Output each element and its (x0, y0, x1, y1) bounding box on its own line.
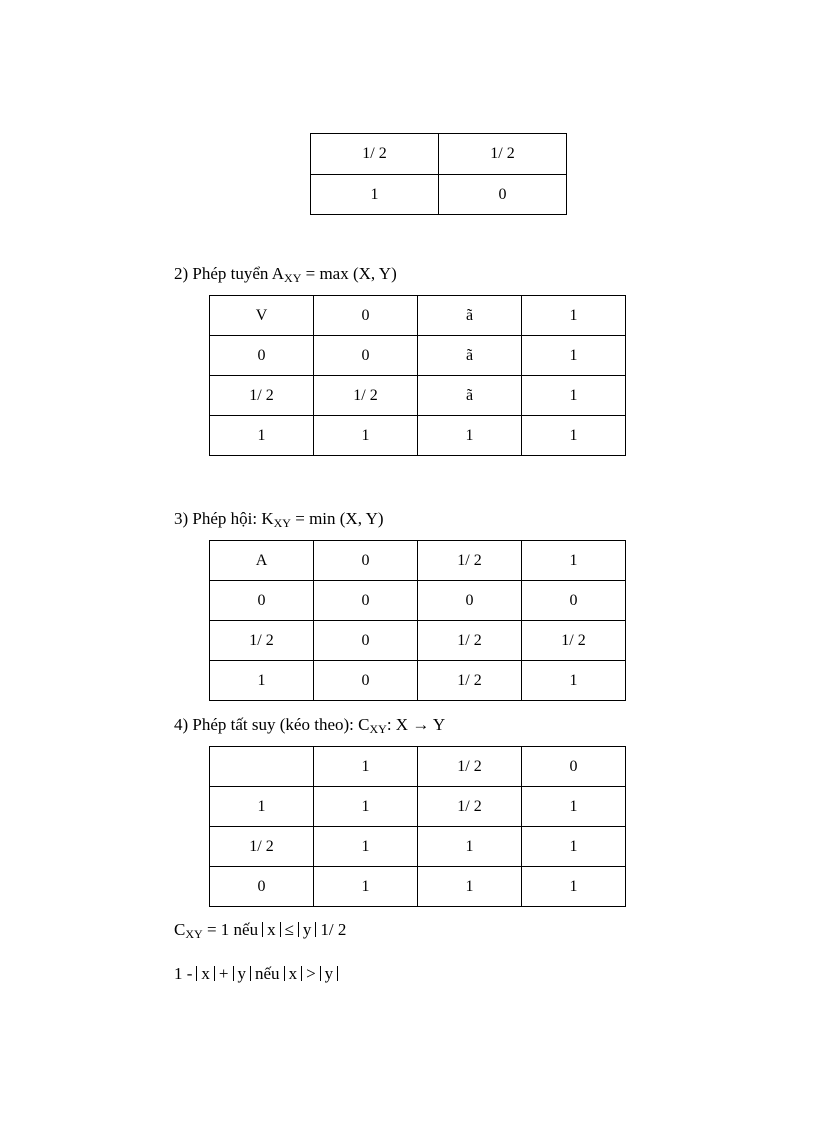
table-cell: 1/ 2 (418, 541, 522, 581)
table-row (210, 376, 626, 416)
table-cell: 1 (314, 787, 418, 827)
truth-table-conjunction (209, 540, 626, 701)
formula-line-1 (174, 920, 346, 942)
section-heading-disjunction (174, 264, 397, 286)
table-row (210, 747, 626, 787)
heading-text: = min (X, Y) (290, 509, 384, 528)
formula-text: > (306, 964, 316, 983)
table-body (311, 134, 567, 215)
table-cell: 1 (522, 867, 626, 907)
table-cell: 1 (418, 867, 522, 907)
abs-bar (315, 922, 316, 937)
table-cell: 0 (314, 661, 418, 701)
table-cell: 0 (210, 867, 314, 907)
table-row (210, 296, 626, 336)
formula-text: ≤ (284, 920, 294, 939)
abs-bar (320, 966, 321, 981)
abs-bar (284, 966, 285, 981)
table-cell: 1 (210, 416, 314, 456)
table-body (210, 541, 626, 701)
table-cell: 1 (418, 416, 522, 456)
table-row (311, 134, 567, 175)
table-cell: 0 (522, 747, 626, 787)
table-cell: 1/ 2 (210, 621, 314, 661)
table-cell: 1 (522, 376, 626, 416)
table-cell: 1/ 2 (418, 621, 522, 661)
table-cell: 1/ 2 (311, 134, 439, 175)
table-cell: 0 (418, 581, 522, 621)
table-body (210, 296, 626, 456)
table-cell: V (210, 296, 314, 336)
table-cell: 1 (522, 416, 626, 456)
table-cell: 1 (522, 296, 626, 336)
heading-text: 3) Phép hội: K (174, 509, 274, 528)
table-cell: A (210, 541, 314, 581)
table-cell: 0 (314, 621, 418, 661)
table-cell: 1/ 2 (210, 827, 314, 867)
abs-bar (262, 922, 263, 937)
formula-text: 1/ 2 (320, 920, 347, 939)
abs-bar (280, 922, 281, 937)
formula-text: x (267, 920, 276, 939)
table-cell: 1/ 2 (210, 376, 314, 416)
table-row (210, 787, 626, 827)
section-heading-implication (174, 715, 445, 737)
abs-bar (298, 922, 299, 937)
formula-subscript: XY (185, 927, 203, 941)
formula-text: x (288, 964, 298, 983)
table-cell: 0 (314, 581, 418, 621)
table-cell: 1/ 2 (314, 376, 418, 416)
table-cell: 1/ 2 (418, 787, 522, 827)
formula-text: y (324, 964, 334, 983)
heading-subscript: XY (273, 516, 291, 530)
formula-text: y (237, 964, 247, 983)
table-cell: 1/ 2 (418, 747, 522, 787)
table-row (311, 175, 567, 215)
table-cell: 1 (311, 175, 439, 215)
table-row (210, 661, 626, 701)
formula-text: y (302, 920, 312, 939)
table-cell: 1 (522, 827, 626, 867)
table-cell: 1 (314, 416, 418, 456)
table-cell: 1/ 2 (418, 661, 522, 701)
table-cell: 1 (210, 661, 314, 701)
table-cell: 0 (210, 581, 314, 621)
section-heading-conjunction (174, 509, 384, 531)
abs-bar (250, 966, 251, 981)
table-row (210, 541, 626, 581)
table-cell: 0 (210, 336, 314, 376)
table-cell: ã (418, 296, 522, 336)
abs-bar (337, 966, 338, 981)
table-row (210, 827, 626, 867)
formula-text: C (174, 920, 186, 939)
heading-text: 2) Phép tuyển A (174, 264, 285, 283)
table-cell: 0 (314, 541, 418, 581)
table-cell: 1 (418, 827, 522, 867)
heading-text: 4) Phép tất suy (kéo theo): C (174, 715, 370, 734)
table-cell: 0 (314, 296, 418, 336)
formula-text: + (218, 964, 229, 983)
table-row (210, 621, 626, 661)
table-cell (210, 747, 314, 787)
table-cell: 0 (439, 175, 567, 215)
heading-text: : X → Y (386, 715, 446, 734)
table-cell: 0 (314, 336, 418, 376)
table-cell: 1 (522, 336, 626, 376)
table-row (210, 867, 626, 907)
truth-table-implication (209, 746, 626, 907)
abs-bar (214, 966, 215, 981)
table-cell: 1/ 2 (522, 621, 626, 661)
formula-line-2 (174, 964, 342, 984)
table-cell: 1 (522, 661, 626, 701)
formula-text: nếu (255, 964, 280, 983)
abs-bar (301, 966, 302, 981)
table-cell: 1 (314, 867, 418, 907)
table-row (210, 581, 626, 621)
table-cell: 0 (522, 581, 626, 621)
formula-text: x (201, 964, 210, 983)
truth-table-disjunction (209, 295, 626, 456)
table-cell: 1 (314, 747, 418, 787)
truth-table-continued (310, 133, 567, 215)
heading-subscript: XY (284, 271, 302, 285)
table-cell: 1 (314, 827, 418, 867)
table-cell: ã (418, 376, 522, 416)
table-cell: 1/ 2 (439, 134, 567, 175)
table-cell: ã (418, 336, 522, 376)
table-row (210, 416, 626, 456)
formula-text: = 1 nếu (202, 920, 259, 939)
abs-bar (196, 966, 197, 981)
table-cell: 1 (522, 541, 626, 581)
table-cell: 1 (522, 787, 626, 827)
table-row (210, 336, 626, 376)
table-body (210, 747, 626, 907)
heading-text: = max (X, Y) (301, 264, 397, 283)
abs-bar (233, 966, 234, 981)
formula-text: 1 - (174, 964, 193, 983)
heading-subscript: XY (369, 722, 387, 736)
table-cell: 1 (210, 787, 314, 827)
